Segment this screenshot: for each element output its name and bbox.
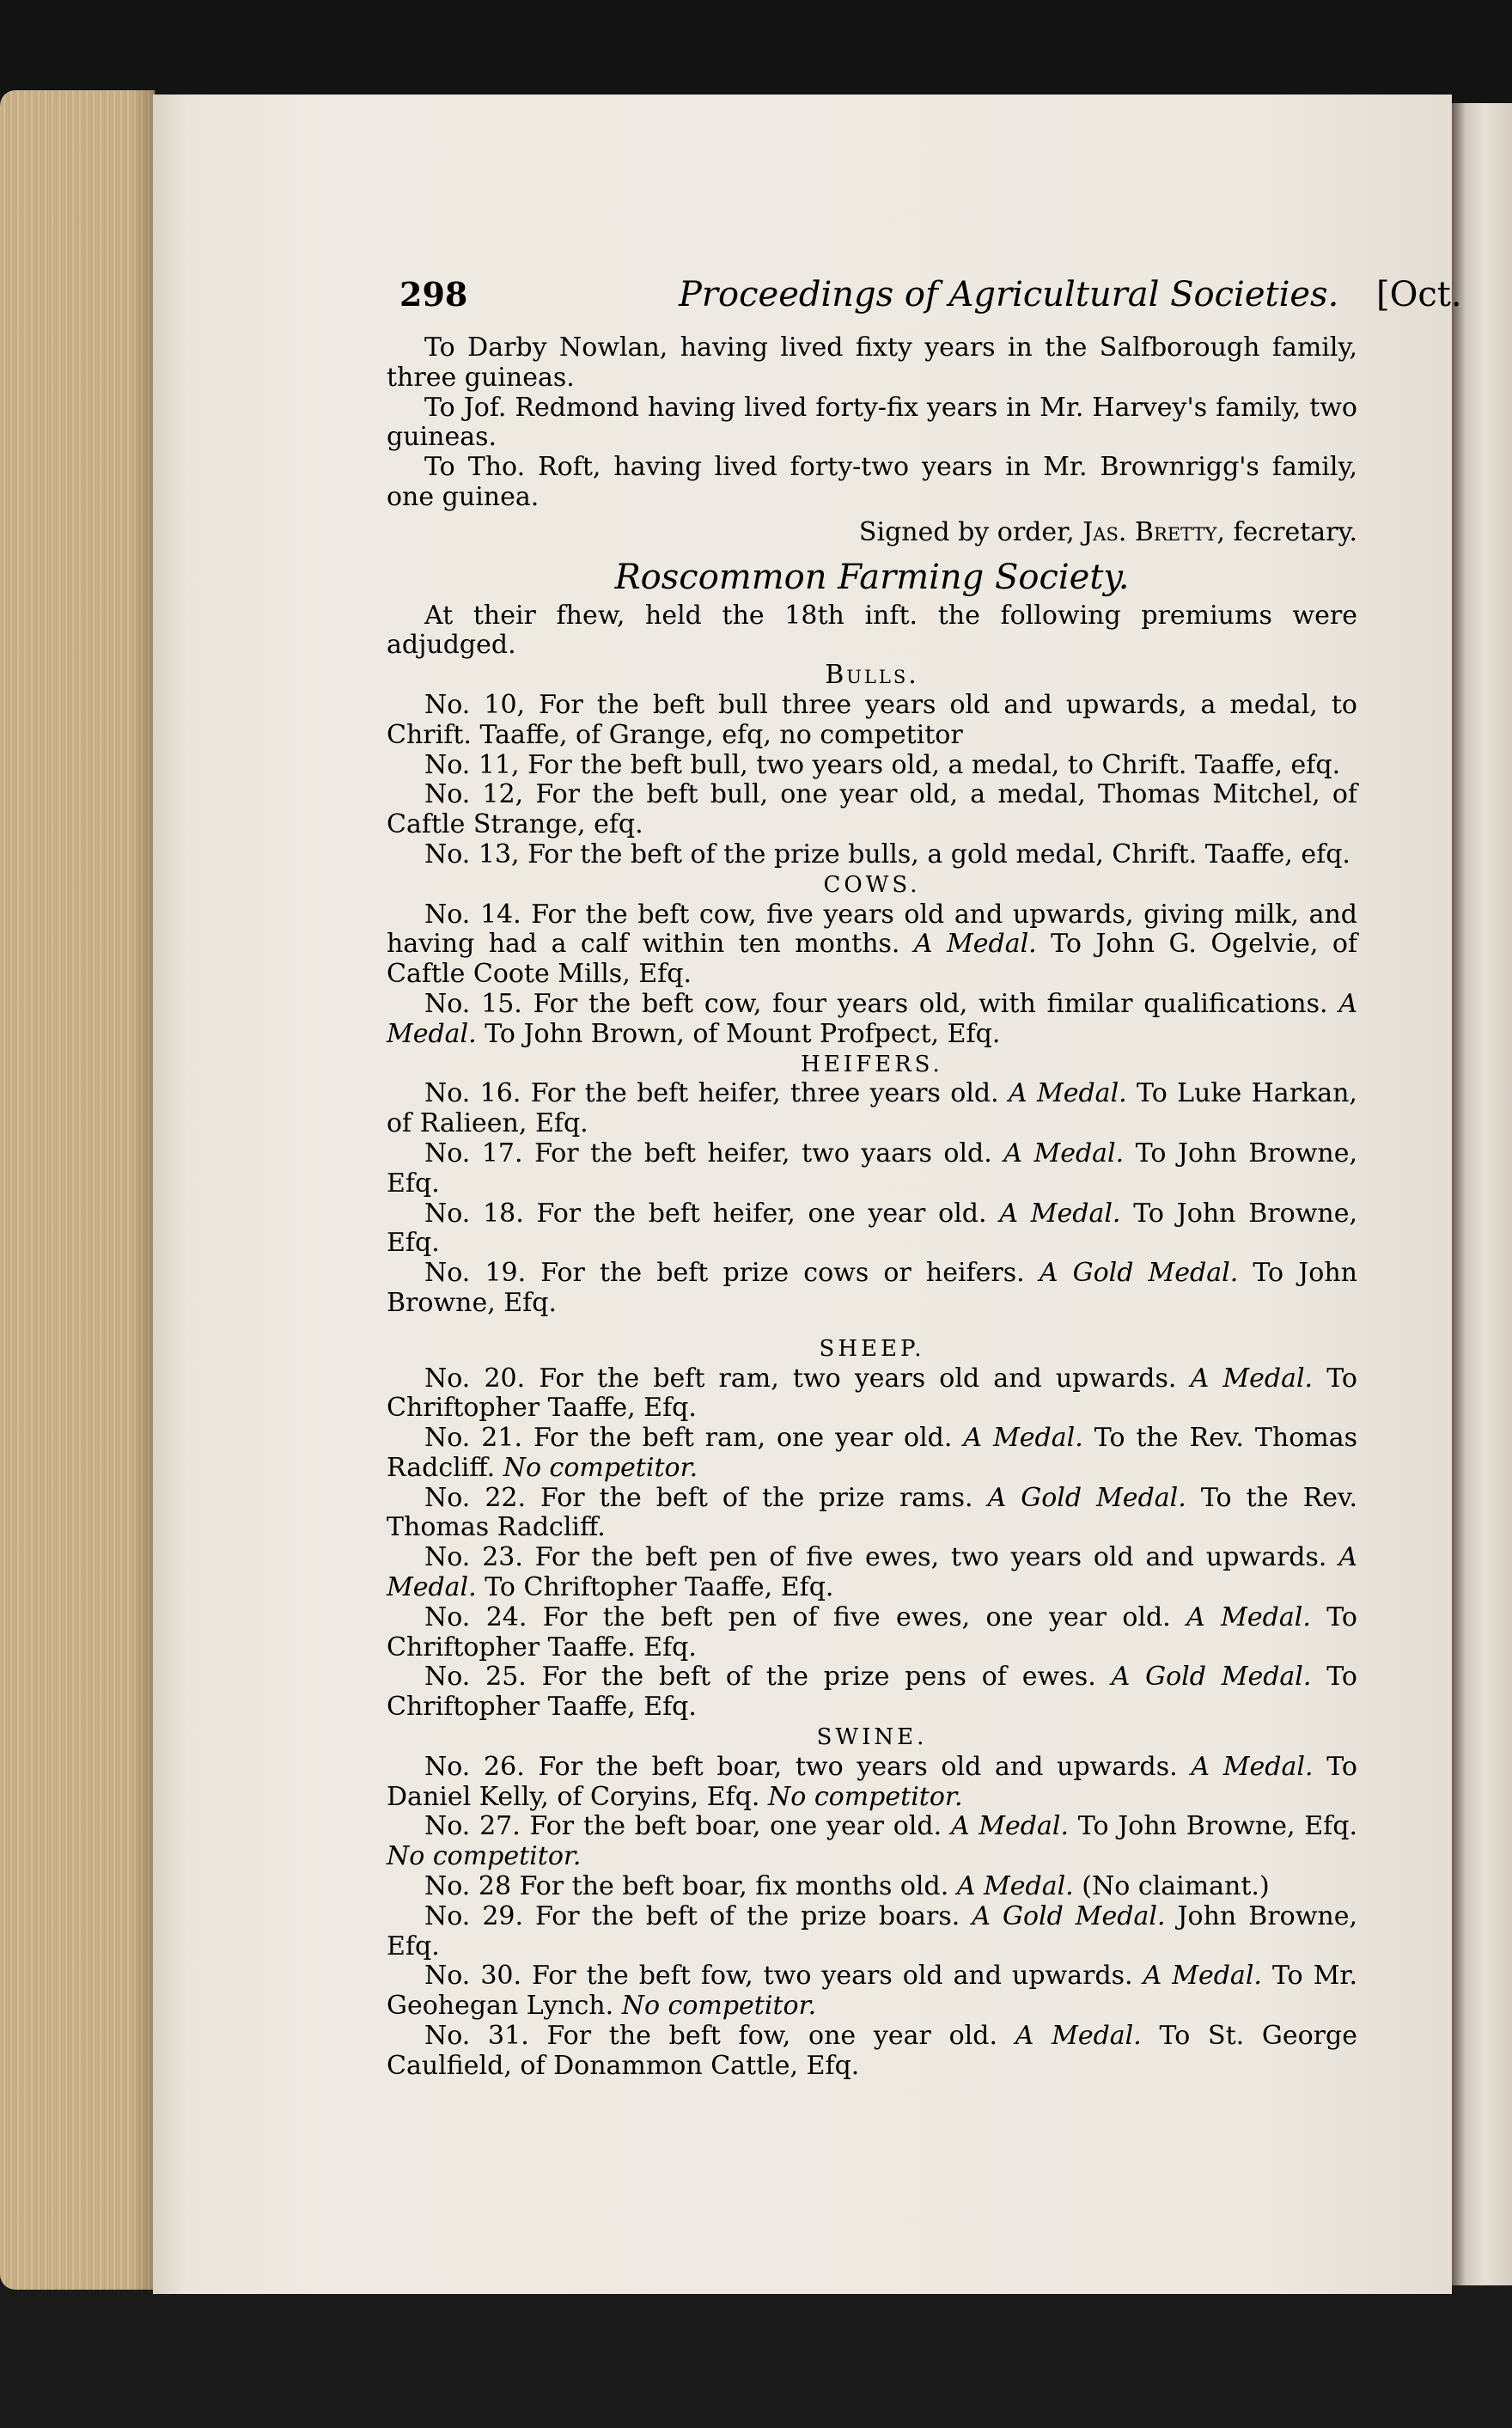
entry-text: No. 16. For the beft heifer, three years old.: [424, 1078, 999, 1109]
section-heading-sheep: SHEEP.: [819, 1335, 925, 1362]
entry: No. 11, For the beft bull, two years old, a medal, to Chrift. Taaffe, efq.: [424, 749, 1341, 780]
running-title: Proceedings of Agricultural Societies.: [679, 275, 1339, 314]
recipient: To Chriftopher Taaffe. Efq.: [387, 1601, 1357, 1662]
entry: [387, 1259, 1357, 1319]
entry: [387, 1424, 1357, 1484]
section-heading-bulls: Bulls.: [825, 660, 919, 691]
paragraph: To Jof. Redmond having lived forty-fix years in Mr. Harvey's family, two guineas.: [387, 392, 1357, 453]
entry-text: No. 30. For the beft fow, two years old and upwards.: [424, 1961, 1133, 1992]
recipient: To the Rev. Thomas Radcliff.: [387, 1482, 1357, 1543]
entry: [387, 1872, 1357, 1902]
entry-text: No. 26. For the beft boar, two years old and upwards.: [424, 1751, 1178, 1782]
entry: [387, 1199, 1357, 1260]
recipient: To Chriftopher Taaffe, Efq.: [387, 1363, 1357, 1424]
entry: [387, 1484, 1357, 1544]
award: A Medal.: [1191, 1751, 1314, 1782]
recipient: To Daniel Kelly, of Coryins, Efq.: [387, 1751, 1357, 1812]
entry-text: No. 19. For the beft prize cows or heifers.: [424, 1258, 1025, 1289]
entry-text: No. 20. For the beft ram, two years old and upwards.: [424, 1363, 1177, 1394]
entry: No. 12, For the beft bull, one year old, a medal, Thomas Mitchel, of Caftle Strange, efq.: [387, 779, 1357, 840]
recipient: To John Browne, Efq.: [387, 1138, 1357, 1199]
paragraph: At their fhew, held the 18th inft. the following premiums were adjudged.: [387, 600, 1357, 661]
entry-text: No. 15. For the beft cow, four years old, with fimilar qualifications.: [424, 988, 1328, 1019]
running-header: [241, 275, 1462, 323]
recipient: To the Rev. Thomas Radcliff.: [387, 1423, 1357, 1483]
recipient: To Mr. Geohegan Lynch.: [387, 1961, 1357, 2022]
recipient: To Luke Harkan, of Ralieen, Efq.: [387, 1078, 1357, 1139]
award: A Medal.: [1186, 1601, 1311, 1632]
entry: [387, 1603, 1357, 1663]
entry: [387, 1364, 1357, 1424]
award: A Medal.: [1190, 1363, 1314, 1394]
award: A Medal.: [1003, 1138, 1125, 1168]
award: A Gold Medal.: [1111, 1662, 1312, 1693]
entry: [387, 900, 1357, 990]
entry: [387, 2022, 1357, 2082]
entry: [387, 1662, 1357, 1723]
section-heading-swine: SWINE.: [816, 1724, 928, 1751]
running-month: [Oct.: [1376, 275, 1462, 314]
paragraph: To Darby Nowlan, having lived fixty years in the Salfborough family, three guineas.: [387, 332, 1357, 393]
page-edges-left: [0, 90, 155, 2290]
award: A Medal.: [963, 1423, 1083, 1454]
recipient: (No claimant.): [1082, 1871, 1270, 1902]
award: A Medal.: [387, 988, 1357, 1049]
entry-text: No. 17. For the beft heifer, two yaars old.: [424, 1138, 992, 1168]
book-background: [0, 0, 1512, 103]
award: A Medal.: [950, 1811, 1069, 1842]
signatory-name: Jas. Bretty,: [1082, 516, 1225, 547]
competitor-note: No competitor.: [503, 1452, 698, 1483]
society-heading: Roscommon Farming Society.: [614, 557, 1130, 597]
entry: [387, 1902, 1357, 1962]
entry-text: No. 31. For the beft fow, one year old.: [424, 2021, 997, 2052]
award: A Medal.: [913, 929, 1037, 960]
recipient: To John Browne, Efq.: [1077, 1811, 1357, 1842]
recipient: To John Brown, of Mount Profpect, Efq.: [485, 1018, 1001, 1049]
award: A Medal.: [1015, 2021, 1142, 2052]
section-heading-heifers: HEIFERS.: [801, 1051, 943, 1077]
entry: [387, 1961, 1357, 2022]
entry-text: No. 18. For the beft heifer, one year old.: [424, 1198, 987, 1229]
page-edges-right: [1450, 103, 1512, 2285]
competitor-note: No competitor.: [387, 1841, 582, 1872]
page-number: 298: [399, 275, 468, 314]
entry: [387, 1812, 1357, 1872]
recipient: To St. George Caulfield, of Donammon Cattle, Efq.: [387, 2021, 1357, 2081]
recipient: To John Browne, Efq.: [387, 1198, 1357, 1259]
entry: [387, 990, 1357, 1050]
entry-text: No. 14. For the beft cow, five years old and upwards, giving milk, and having had a calf within ten months.: [387, 899, 1357, 960]
paragraph: To Tho. Roft, having lived forty-two years in Mr. Brownrigg's family, one guinea.: [387, 452, 1357, 512]
competitor-note: No competitor.: [768, 1781, 963, 1812]
entry-text: No. 22. For the beft of the prize rams.: [424, 1482, 973, 1513]
award: A Gold Medal.: [987, 1482, 1186, 1513]
entry-text: No. 27. For the beft boar, one year old.: [424, 1811, 942, 1842]
entry-text: No. 24. For the beft pen of five ewes, one year old.: [424, 1601, 1171, 1632]
recipient: To John Browne, Efq.: [387, 1258, 1357, 1318]
award: A Gold Medal.: [972, 1900, 1166, 1931]
award: A Medal.: [1009, 1078, 1127, 1109]
award: A Medal.: [999, 1198, 1121, 1229]
recipient: John Browne, Efq.: [387, 1900, 1357, 1961]
entry-text: No. 21. For the beft ram, one year old.: [424, 1423, 953, 1454]
award: A Medal.: [956, 1871, 1074, 1902]
entry-text: No. 25. For the beft of the prize pens of ewes.: [424, 1662, 1096, 1693]
recipient: To Chriftopher Taaffe, Efq.: [387, 1662, 1357, 1723]
section-heading-cows: COWS.: [823, 871, 921, 898]
entry-text: No. 23. For the beft pen of five ewes, two years old and upwards.: [424, 1542, 1327, 1573]
recipient: To John G. Ogelvie, of Caftle Coote Mills, Efq.: [387, 929, 1357, 990]
entry-text: No. 28 For the beft boar, fix months old.: [424, 1871, 949, 1902]
page-body: [387, 333, 1357, 2082]
entry: No. 10, For the beft bull three years old and upwards, a medal, to Chrift. Taaffe, of Grange, efq, no competitor: [387, 689, 1357, 750]
signature-line: [387, 518, 1357, 548]
award: A Medal.: [1143, 1961, 1262, 1992]
recipient: To Chriftopher Taaffe, Efq.: [485, 1572, 834, 1603]
entry: [387, 1079, 1357, 1139]
award: A Medal.: [387, 1542, 1357, 1603]
entry: [387, 1543, 1357, 1603]
signatory-role: fecretary.: [1233, 516, 1357, 547]
entry: [387, 1139, 1357, 1199]
award: A Gold Medal.: [1039, 1258, 1239, 1289]
entry-text: No. 29. For the beft of the prize boars.: [424, 1900, 960, 1931]
entry: [387, 1753, 1357, 1813]
entry: No. 13, For the beft of the prize bulls, a gold medal, Chrift. Taaffe, efq.: [424, 839, 1350, 869]
signed-prefix: Signed by order,: [858, 516, 1075, 547]
competitor-note: No competitor.: [621, 1991, 817, 2022]
